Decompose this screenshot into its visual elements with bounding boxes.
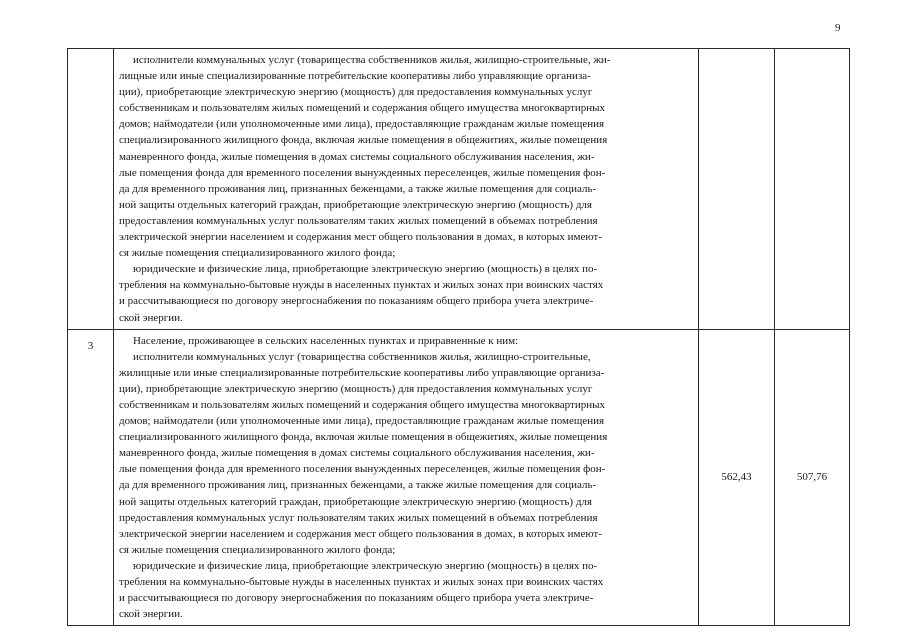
text-line: ной защиты отдельных категорий граждан, приобретающие электрическую энергию (мощность) для [119, 495, 592, 508]
text-line: электрической энергии населением и содержания мест общего пользования в домах, в которых имеют- [119, 231, 602, 244]
tariff-value-2 [775, 49, 850, 330]
text-line: ции), приобретающие электрическую энергию (мощность) для предоставления коммунальных услуг [119, 382, 593, 395]
text-line: и рассчитывающиеся по договору энергоснабжения по показаниям общего прибора учета электриче- [119, 592, 594, 605]
row-description [114, 49, 699, 330]
row-description [114, 329, 699, 626]
text-line: собственникам и пользователям жилых помещений и содержания общего имущества многоквартирных [119, 102, 605, 115]
page-number: 9 [835, 22, 841, 34]
row-number [68, 49, 114, 330]
text-line: требления на коммунально-бытовые нужды в населенных пунктах и жилых зонах при воинских частях [119, 576, 604, 588]
text-line: маневренного фонда, жилые помещения в домах системы социального обслуживания населения, жи- [119, 447, 595, 460]
row-number: 3 [68, 329, 114, 626]
text-line: ской энергии. [119, 311, 183, 324]
text-line: ции), приобретающие электрическую энергию (мощность) для предоставления коммунальных услуг [119, 86, 593, 99]
text-line: ной защиты отдельных категорий граждан, приобретающие электрическую энергию (мощность) для [119, 198, 592, 211]
text-line: домов; наймодатели (или уполномоченные ими лица), предоставляющие гражданам жилые помещения [119, 415, 605, 428]
text-line: собственникам и пользователям жилых помещений и содержания общего имущества многоквартирных [119, 398, 605, 411]
text-line: предоставления коммунальных услуг пользователям таких жилых помещений в объемах потребления [119, 214, 598, 227]
text-line: ся жилые помещения специализированного жилого фонда; [119, 543, 396, 556]
tariff-table [67, 48, 850, 626]
text-line: домов; наймодатели (или уполномоченные ими лица), предоставляющие гражданам жилые помещения [119, 118, 605, 131]
text-line: да для временного проживания лиц, признанных беженцами, а также жилые помещения для социаль- [119, 479, 597, 492]
text-line: исполнители коммунальных услуг (товарищества собственников жилья, жилищно-строительные, [133, 350, 591, 363]
text-line: электрической энергии населением и содержания мест общего пользования в домах, в которых имеют- [119, 527, 602, 540]
text-line: жилищные или иные специализированные потребительские кооперативы либо управляющие организа- [119, 366, 605, 379]
text-line: предоставления коммунальных услуг пользователям таких жилых помещений в объемах потребления [119, 511, 598, 524]
text-line: Население, проживающее в сельских населенных пунктах и приравненные к ним: [133, 334, 519, 347]
text-line: да для временного проживания лиц, признанных беженцами, а также жилые помещения для социаль- [119, 182, 597, 195]
text-line: требления на коммунально-бытовые нужды в населенных пунктах и жилых зонах при воинских частях [119, 279, 604, 292]
text-line: лищные или иные специализированные потребительские кооперативы либо управляющие организа- [119, 70, 591, 83]
table-row [68, 49, 850, 330]
tariff-value-2: 507,76 [775, 329, 850, 626]
tariff-value-1: 562,43 [699, 329, 775, 626]
table-row [68, 329, 850, 626]
text-line: лые помещения фонда для временного поселения вынужденных переселенцев, жилые помещения фон- [119, 166, 606, 179]
text-line: маневренного фонда, жилые помещения в домах системы социального обслуживания населения, жи- [119, 150, 595, 163]
tariff-value-1 [699, 49, 775, 330]
text-line: лые помещения фонда для временного поселения вынужденных переселенцев, жилые помещения фон- [119, 463, 606, 476]
text-line: и рассчитывающиеся по договору энергоснабжения по показаниям общего прибора учета электриче- [119, 295, 594, 308]
text-line: исполнители коммунальных услуг (товарищества собственников жилья, жилищно-строительные, жи- [133, 54, 611, 66]
text-line: ской энергии. [119, 608, 183, 621]
text-line: юридические и физические лица, приобретающие электрическую энергию (мощность) в целях по- [133, 263, 598, 276]
text-line: юридические и физические лица, приобретающие электрическую энергию (мощность) в целях по- [133, 559, 598, 572]
text-line: специализированного жилищного фонда, включая жилые помещения в общежитиях, жилые помещения [119, 431, 608, 444]
text-line: специализированного жилищного фонда, включая жилые помещения в общежитиях, жилые помещения [119, 134, 608, 147]
text-line: ся жилые помещения специализированного жилого фонда; [119, 247, 396, 260]
